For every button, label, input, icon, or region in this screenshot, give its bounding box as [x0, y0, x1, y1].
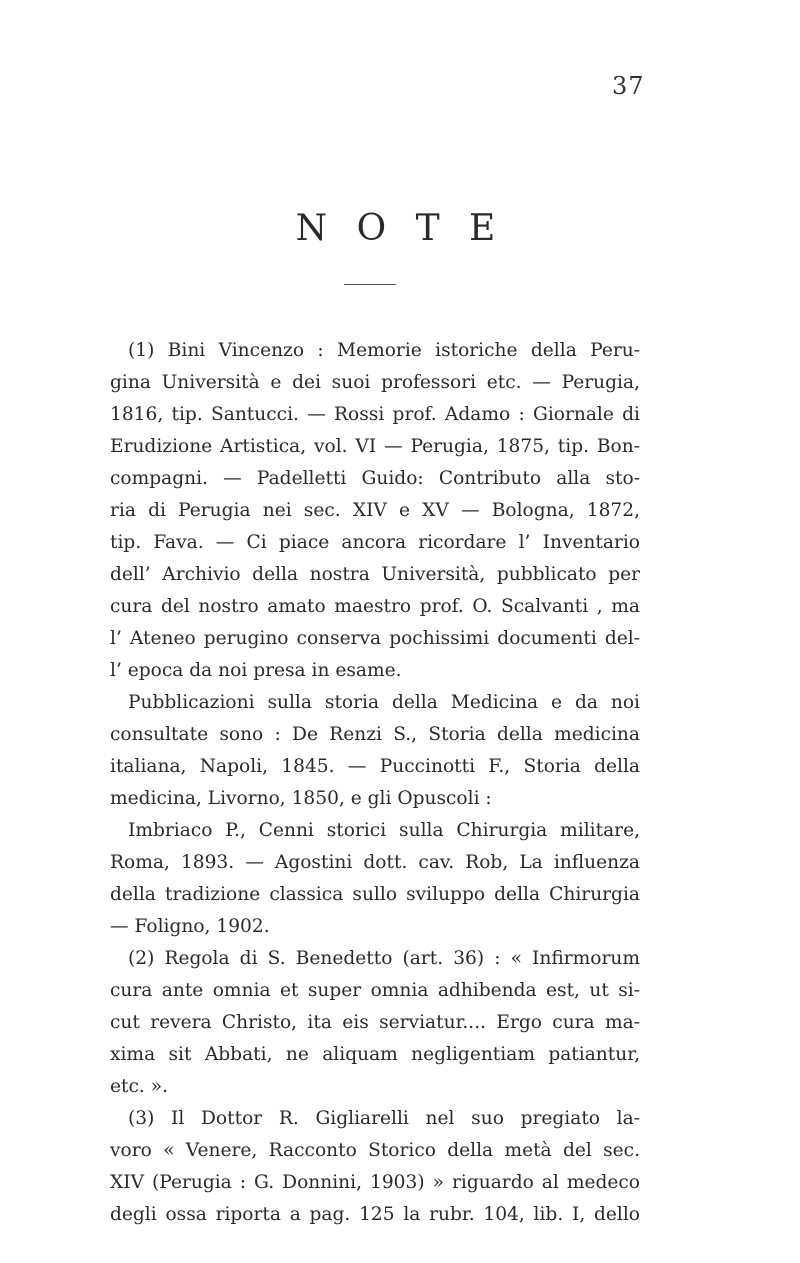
note-line: (3) Il Dottor R. Gigliarelli nel suo pregiato la- — [128, 1108, 640, 1129]
note-line: (2) Regola di S. Benedetto (art. 36) : « Infirmorum — [128, 948, 640, 969]
note-line: voro « Venere, Racconto Storico della metà del sec. — [110, 1140, 640, 1161]
note-line: della tradizione classica sullo sviluppo della Chirurgia — [110, 884, 640, 905]
note-line: Pubblicazioni sulla storia della Medicina e da noi — [128, 692, 640, 713]
note-line: (1) Bini Vincenzo : Memorie istoriche della Peru- — [128, 340, 640, 361]
note-line: xima sit Abbati, ne aliquam negligentiam patiantur, — [110, 1044, 640, 1065]
note-line: XIV (Perugia : G. Donnini, 1903) » riguardo al medeco — [110, 1172, 640, 1193]
notes-body — [110, 335, 640, 1231]
note-line: l’ Ateneo perugino conserva pochissimi documenti del- — [110, 628, 640, 649]
note-line: italiana, Napoli, 1845. — Puccinotti F., Storia della — [110, 756, 640, 777]
page-number: 37 — [612, 72, 645, 100]
page-title: N O T E — [295, 208, 505, 249]
note-line: gina Università e dei suoi professori etc. — Perugia, — [110, 372, 640, 393]
note-line: cut revera Christo, ita eis serviatur.... Ergo cura ma- — [110, 1012, 640, 1033]
note-line: etc. ». — [110, 1076, 168, 1097]
note-line: ria di Perugia nei sec. XIV e XV — Bologna, 1872, — [110, 500, 640, 521]
title-rule — [344, 284, 396, 285]
note-line: consultate sono : De Renzi S., Storia della medicina — [110, 724, 640, 745]
note-line: Imbriaco P., Cenni storici sulla Chirurgia militare, — [128, 820, 640, 841]
note-line: — Foligno, 1902. — [110, 916, 270, 937]
note-line: cura del nostro amato maestro prof. O. Scalvanti , ma — [110, 596, 640, 617]
note-line: degli ossa riporta a pag. 125 la rubr. 104, lib. I, dello — [110, 1204, 640, 1225]
note-line: cura ante omnia et super omnia adhibenda est, ut si- — [110, 980, 640, 1001]
note-line: dell’ Archivio della nostra Università, pubblicato per — [110, 564, 640, 585]
note-line: 1816, tip. Santucci. — Rossi prof. Adamo : Giornale di — [110, 404, 640, 425]
note-line: Roma, 1893. — Agostini dott. cav. Rob, La influenza — [110, 852, 640, 873]
note-line: medicina, Livorno, 1850, e gli Opuscoli : — [110, 788, 492, 809]
note-line: l’ epoca da noi presa in esame. — [110, 660, 402, 681]
note-line: Erudizione Artistica, vol. VI — Perugia, 1875, tip. Bon- — [110, 436, 640, 457]
note-line: tip. Fava. — Ci piace ancora ricordare l’ Inventario — [110, 532, 640, 553]
note-line: compagni. — Padelletti Guido: Contributo alla sto- — [110, 468, 640, 489]
